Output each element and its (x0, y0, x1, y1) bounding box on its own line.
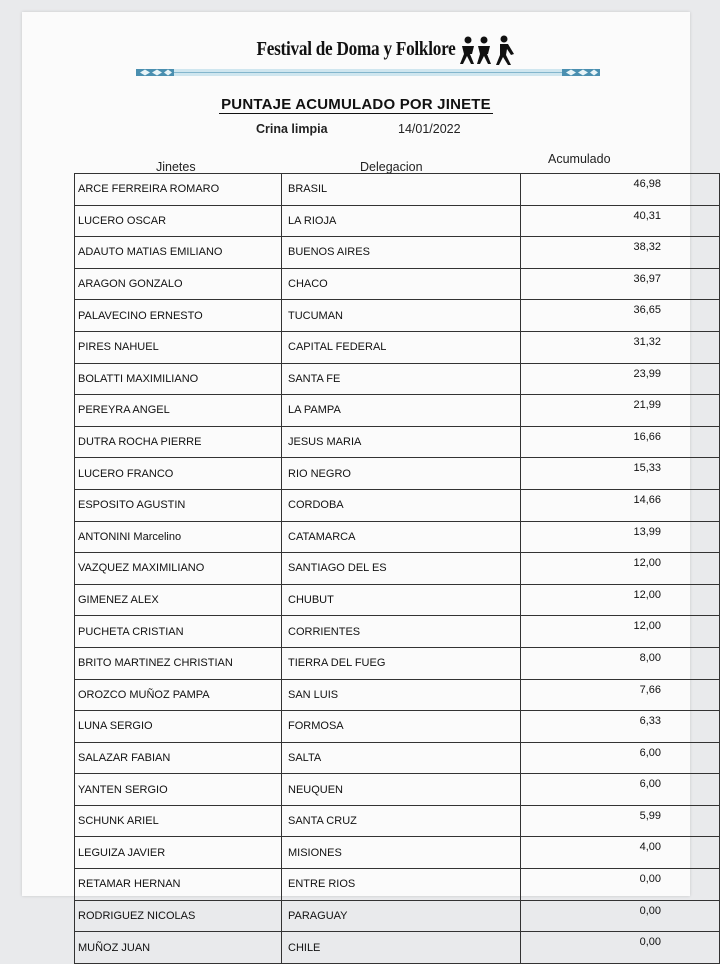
rider-name: PALAVECINO ERNESTO (75, 300, 282, 332)
rider-name: MUÑOZ JUAN (75, 932, 282, 964)
delegation-cell: CORDOBA (282, 489, 521, 521)
rider-name: GIMENEZ ALEX (75, 584, 282, 616)
delegation-cell: SAN LUIS (282, 679, 521, 711)
table-row (75, 679, 720, 711)
score-cell: 13,99 (521, 521, 720, 553)
rider-name: ANTONINI Marcelino (75, 521, 282, 553)
rider-name: LEGUIZA JAVIER (75, 837, 282, 869)
table-row (75, 869, 720, 901)
delegation-cell: TIERRA DEL FUEG (282, 647, 521, 679)
score-cell: 15,33 (521, 458, 720, 490)
delegation-cell: SANTA FE (282, 363, 521, 395)
table-row (75, 458, 720, 490)
score-cell: 5,99 (521, 805, 720, 837)
delegation-cell: NEUQUEN (282, 774, 521, 806)
table-row (75, 742, 720, 774)
rider-name: DUTRA ROCHA PIERRE (75, 426, 282, 458)
score-cell: 0,00 (521, 869, 720, 901)
score-cell: 16,66 (521, 426, 720, 458)
score-cell: 31,32 (521, 331, 720, 363)
score-cell: 12,00 (521, 584, 720, 616)
score-cell: 21,99 (521, 395, 720, 427)
table-row (75, 805, 720, 837)
rider-name: ARCE FERREIRA ROMARO (75, 174, 282, 206)
column-header-accumulated: Acumulado (548, 152, 611, 166)
table-row (75, 237, 720, 269)
table-row (75, 932, 720, 964)
rider-name: RETAMAR HERNAN (75, 869, 282, 901)
score-cell: 14,66 (521, 489, 720, 521)
rider-name: PIRES NAHUEL (75, 331, 282, 363)
delegation-cell: PARAGUAY (282, 900, 521, 932)
table-row (75, 395, 720, 427)
rider-name: LUNA SERGIO (75, 711, 282, 743)
delegation-cell: SALTA (282, 742, 521, 774)
score-cell: 7,66 (521, 679, 720, 711)
delegation-cell: ENTRE RIOS (282, 869, 521, 901)
delegation-cell: RIO NEGRO (282, 458, 521, 490)
rider-name: LUCERO FRANCO (75, 458, 282, 490)
delegation-cell: CAPITAL FEDERAL (282, 331, 521, 363)
score-cell: 36,65 (521, 300, 720, 332)
score-cell: 0,00 (521, 900, 720, 932)
rider-name: BRITO MARTINEZ CHRISTIAN (75, 647, 282, 679)
score-cell: 6,00 (521, 774, 720, 806)
table-row (75, 521, 720, 553)
rider-name: ADAUTO MATIAS EMILIANO (75, 237, 282, 269)
rider-name: SCHUNK ARIEL (75, 805, 282, 837)
table-row (75, 616, 720, 648)
dancers-icon (448, 34, 518, 68)
table-row (75, 300, 720, 332)
table-row (75, 584, 720, 616)
table-row (75, 205, 720, 237)
score-cell: 40,31 (521, 205, 720, 237)
score-cell: 12,00 (521, 616, 720, 648)
column-header-delegation: Delegacion (360, 160, 423, 174)
report-title: PUNTAJE ACUMULADO POR JINETE (221, 96, 491, 113)
table-row (75, 174, 720, 206)
score-cell: 6,00 (521, 742, 720, 774)
score-cell: 12,00 (521, 553, 720, 585)
delegation-cell: BRASIL (282, 174, 521, 206)
rider-name: PEREYRA ANGEL (75, 395, 282, 427)
table-row (75, 268, 720, 300)
delegation-cell: CHUBUT (282, 584, 521, 616)
rider-name: BOLATTI MAXIMILIANO (75, 363, 282, 395)
table-row (75, 553, 720, 585)
delegation-cell: SANTA CRUZ (282, 805, 521, 837)
table-row (75, 774, 720, 806)
score-cell: 46,98 (521, 174, 720, 206)
delegation-cell: CORRIENTES (282, 616, 521, 648)
delegation-cell: BUENOS AIRES (282, 237, 521, 269)
category-label: Crina limpia (256, 122, 328, 136)
table-row (75, 489, 720, 521)
score-cell: 38,32 (521, 237, 720, 269)
delegation-cell: LA PAMPA (282, 395, 521, 427)
rider-name: LUCERO OSCAR (75, 205, 282, 237)
festival-title: Festival de Doma y Folklore (256, 38, 456, 60)
table-row (75, 426, 720, 458)
rider-name: VAZQUEZ MAXIMILIANO (75, 553, 282, 585)
table-row (75, 837, 720, 869)
rider-name: ESPOSITO AGUSTIN (75, 489, 282, 521)
rider-name: ARAGON GONZALO (75, 268, 282, 300)
rider-name: YANTEN SERGIO (75, 774, 282, 806)
rider-name: PUCHETA CRISTIAN (75, 616, 282, 648)
rider-name: RODRIGUEZ NICOLAS (75, 900, 282, 932)
delegation-cell: JESUS MARIA (282, 426, 521, 458)
score-cell: 8,00 (521, 647, 720, 679)
delegation-cell: MISIONES (282, 837, 521, 869)
score-cell: 4,00 (521, 837, 720, 869)
score-cell: 36,97 (521, 268, 720, 300)
table-row (75, 363, 720, 395)
delegation-cell: CHILE (282, 932, 521, 964)
score-cell: 6,33 (521, 711, 720, 743)
table-row (75, 331, 720, 363)
score-cell: 23,99 (521, 363, 720, 395)
delegation-cell: SANTIAGO DEL ES (282, 553, 521, 585)
rider-name: OROZCO MUÑOZ PAMPA (75, 679, 282, 711)
document-page (22, 12, 690, 954)
delegation-cell: LA RIOJA (282, 205, 521, 237)
delegation-cell: CHACO (282, 268, 521, 300)
column-header-riders: Jinetes (156, 160, 196, 174)
decorative-banner (136, 67, 600, 78)
delegation-cell: TUCUMAN (282, 300, 521, 332)
delegation-cell: CATAMARCA (282, 521, 521, 553)
date-label: 14/01/2022 (398, 122, 461, 136)
table-row (75, 647, 720, 679)
table-row (75, 711, 720, 743)
ranking-table (74, 173, 720, 964)
delegation-cell: FORMOSA (282, 711, 521, 743)
table-row (75, 900, 720, 932)
rider-name: SALAZAR FABIAN (75, 742, 282, 774)
score-cell: 0,00 (521, 932, 720, 964)
